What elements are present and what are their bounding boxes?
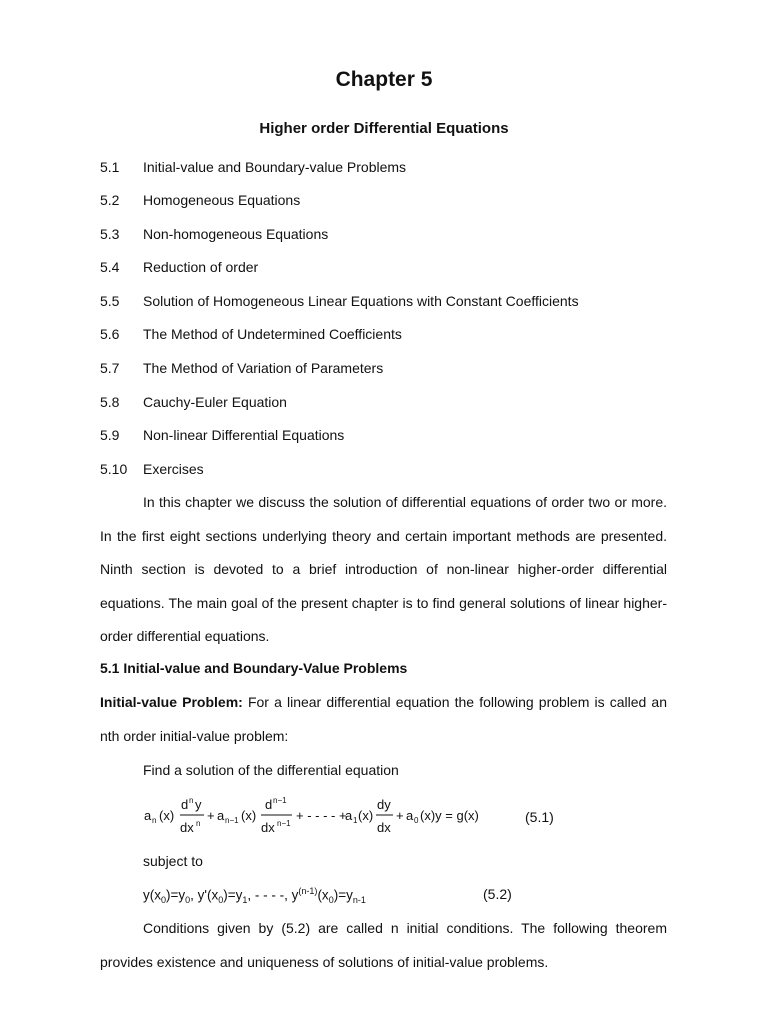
eq-den: dx (377, 820, 391, 835)
toc-number: 5.3 (100, 226, 120, 242)
subject-to-text: subject to (143, 853, 203, 869)
find-solution-text: Find a solution of the differential equation (143, 762, 399, 778)
cond-sub: n-1 (352, 895, 366, 906)
eq-den: dx (180, 820, 194, 835)
eq-num-dy: dy (377, 797, 391, 812)
toc-number: 5.8 (100, 394, 120, 410)
cond-sub: 1 (242, 895, 248, 906)
toc-number: 5.1 (100, 159, 120, 175)
eq-sub: 1 (353, 816, 358, 825)
ivp-paragraph (100, 686, 667, 753)
eq-den-sup: n (196, 819, 201, 828)
initial-conditions (143, 886, 366, 905)
cond-sup: (n-1) (298, 886, 318, 896)
toc-number: 5.6 (100, 326, 120, 342)
chapter-title: Chapter 5 (335, 68, 433, 91)
eq-sub: 0 (414, 816, 419, 825)
eq-coef: a (345, 808, 353, 823)
section-heading: 5.1 Initial-value and Boundary-Value Problems (100, 660, 408, 676)
eq-arg: (x) (241, 808, 257, 823)
toc-title: Reduction of order (143, 259, 259, 275)
toc-number: 5.5 (100, 293, 120, 309)
cond-part: )=y (333, 887, 353, 903)
toc-number: 5.2 (100, 192, 120, 208)
toc-title: Exercises (143, 461, 204, 477)
toc-title: The Method of Undetermined Coefficients (143, 326, 402, 342)
chapter-subtitle: Higher order Differential Equations (259, 120, 509, 137)
cond-part: y(x (143, 887, 161, 903)
cond-part: )=y (223, 887, 243, 903)
intro-text: In this chapter we discuss the solution of differential equations of order two or more. In the first eight sections underlying theory and certain important methods are presented. Ninth section is devoted to a brief introduction of non-linear higher-order differential equations. The main goal of the present chapter is to find general solutions of linear higher-order differential equations. (100, 494, 667, 644)
eq-den: dx (261, 820, 275, 835)
cond-sub: 0 (328, 895, 334, 906)
closing-text: Conditions given by (5.2) are called n initial conditions. The following theorem provides existence and uniqueness of solutions of initial-value problems. (100, 920, 667, 970)
eq-dots: + - - - - + (296, 808, 347, 823)
eq-plus: + (396, 808, 404, 823)
cond-sub: 0 (161, 895, 167, 906)
eq-num-d: d (181, 797, 189, 812)
cond-sub: 0 (218, 895, 224, 906)
eq-sub: n (152, 816, 157, 825)
toc-number: 5.7 (100, 360, 120, 376)
toc-title: Cauchy-Euler Equation (143, 394, 287, 410)
toc-title: The Method of Variation of Parameters (143, 360, 384, 376)
toc-title: Non-linear Differential Equations (143, 427, 345, 443)
cond-part: , y'(x (190, 887, 219, 903)
eq-coef: a (144, 808, 152, 823)
equation-5-1 (144, 792, 504, 840)
eq-plus: + (207, 808, 215, 823)
eq-num-sup: n (189, 796, 194, 805)
eq-coef: a (217, 808, 225, 823)
toc-title: Non-homogeneous Equations (143, 226, 329, 242)
ivp-label: Initial-value Problem: (100, 694, 243, 710)
cond-part: (x (317, 887, 329, 903)
cond-part: )=y (166, 887, 186, 903)
eq-arg: (x) (159, 808, 175, 823)
ivp-text: For a linear differential equation the following problem is called an nth order initial-value problem: (100, 694, 667, 744)
intro-paragraph (100, 486, 667, 654)
cond-sub: 0 (185, 895, 191, 906)
eq-num-d: d (265, 797, 273, 812)
equation-number: (5.2) (483, 886, 512, 902)
eq-sub: n−1 (225, 816, 239, 825)
cond-part: , - - - -, y (247, 887, 299, 903)
eq-arg: (x) (358, 808, 374, 823)
eq-num-y: y (195, 797, 202, 812)
toc-title: Homogeneous Equations (143, 192, 301, 208)
eq-num-sup: n−1 (273, 796, 287, 805)
eq-den-sup: n−1 (277, 819, 291, 828)
toc-number: 5.10 (100, 461, 128, 477)
closing-paragraph (100, 912, 667, 979)
toc-title: Initial-value and Boundary-value Problems (143, 159, 407, 175)
eq-tail: (x)y = g(x) (420, 808, 479, 823)
equation-number: (5.1) (525, 809, 554, 825)
toc-title: Solution of Homogeneous Linear Equations with Constant Coefficients (143, 293, 579, 309)
toc-number: 5.4 (100, 259, 120, 275)
eq-coef: a (406, 808, 414, 823)
toc-number: 5.9 (100, 427, 120, 443)
